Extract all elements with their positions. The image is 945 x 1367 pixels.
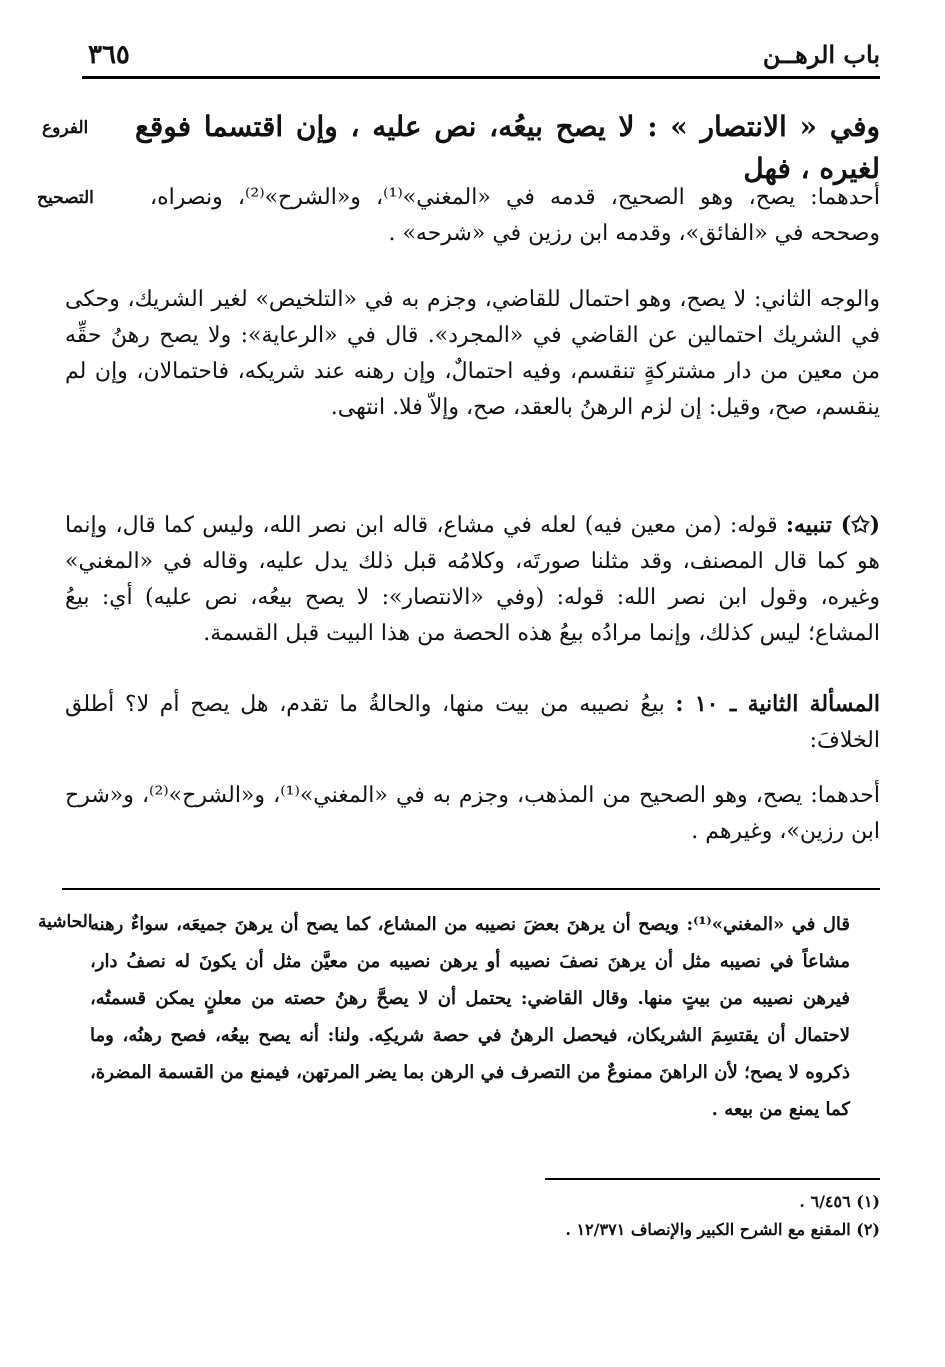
masala-paragraph [65, 686, 880, 759]
tashih-para2-text: والوجه الثاني: لا يصح، وهو احتمال للقاضي، وجزم به في «التلخيص» لغير الشريك، وحكى في الشريك احتمالين عن القاضي في «المجرد». قال في «الرعاية»: ولا يصح رهنُ حقِّه من معين من دار مشتركةٍ تنقسم، وفيه احتمالٌ، وإن رهنه عند شريكه، فاحتمالان، وإن لم ينقسم، صح، وقيل: إن لزم الرهنُ بالعقد، صح، وإلاّ فلا. انتهى. [65, 287, 880, 420]
section-divider [62, 888, 880, 890]
tashih-paragraph-1 [150, 180, 880, 252]
tanbih-label: (✩) تنبيه: [785, 512, 880, 538]
footnote-1: (١) ٦/٤٥٦ . [799, 1192, 880, 1211]
tashih-paragraph-2 [65, 282, 880, 426]
tanbih-paragraph [65, 507, 880, 652]
masala-paragraph-text [65, 686, 880, 759]
furu-text-block [135, 106, 880, 190]
furu-margin-label: الفروع [42, 118, 89, 138]
hashiya-text: قال في «المغني»⁽¹⁾: ويصح أن يرهنَ بعضَ نصيبه من المشاع، كما يصح أن يرهنَ جميعَه، سواءٌ رهنه مشاعاً في نصيبه مثل أن يرهنَ نصفَ نصيبه أو يرهن نصيبه من معيَّن مثل أن يكونَ له نصفُ دار، فيرهن نصيبه من بيتٍ منها. وقال القاضي: يحتمل أن لا يصحَّ رهنُ حصته من معلنٍ يمكن قسمتُه، لاحتمال أن يقتسِمَ الشريكان، فيحصل الرهنُ في حصة شريكِه. ولنا: أنه يصح بيعُه، فصح رهنُه، وما ذكروه لا يصح؛ لأن الراهنَ ممنوعٌ من التصرف في الرهن بما يضر المرتهن، فيمنع من القسمة المضرة، كما يمنع من بيعه . [90, 914, 850, 1120]
tanbih-paragraph-text [65, 507, 880, 652]
tashih-para1-text: أحدهما: يصح، وهو الصحيح، قدمه في «المغني»⁽¹⁾، و«الشرح»⁽²⁾، ونصراه، وصححه في «الفائق»، وقدمه ابن رزين في «شرحه» . [150, 185, 880, 246]
page-number: ٣٦٥ [88, 40, 130, 70]
chapter-title: باب الرهــن [762, 40, 880, 69]
running-header [82, 40, 880, 72]
tashih-paragraph-3 [65, 778, 880, 850]
hashiya-margin-label: الحاشية [38, 912, 93, 932]
tashih-para3-text: أحدهما: يصح، وهو الصحيح من المذهب، وجزم به في «المغني»⁽¹⁾، و«الشرح»⁽²⁾، و«شرح ابن رزين»، وغيرهم . [65, 783, 881, 844]
footnote-2: (٢) المقنع مع الشرح الكبير والإنصاف ١٢/٣٧١ . [565, 1220, 880, 1239]
header-rule [82, 76, 880, 79]
tashih-margin-label: التصحيح [37, 188, 94, 208]
masala-text: بيعُ نصيبه من بيت منها، والحالةُ ما تقدم، هل يصح أم لا؟ أطلق الخلافَ: [65, 692, 880, 753]
footnotes [120, 1188, 880, 1244]
tanbih-text: قوله: (من معين فيه) لعله في مشاع، قاله ابن نصر الله، وليس كما قال، وإنما هو كما قال المصنف، وقد مثلنا صورتَه، وكلامُه قبل ذلك يدل عليه، وقاله في «المغني» وغيره، وقول ابن نصر الله: قوله: (وفي «الانتصار»: لا يصح بيعُه، نص عليه) أي: بيعُ المشاع؛ ليس كذلك، وإنما مرادُه بيعُ هذه الحصة من هذا البيت قبل القسمة. [65, 513, 880, 646]
masala-label: المسألة الثانية ـ ١٠ : [675, 691, 880, 717]
hashiya-block [90, 906, 850, 1128]
footnote-divider [545, 1178, 880, 1180]
furu-text: وفي « الانتصار » : لا يصح بيعُه، نص عليه ، وإن اقتسما فوقع لغيره ، فهل [135, 110, 880, 185]
